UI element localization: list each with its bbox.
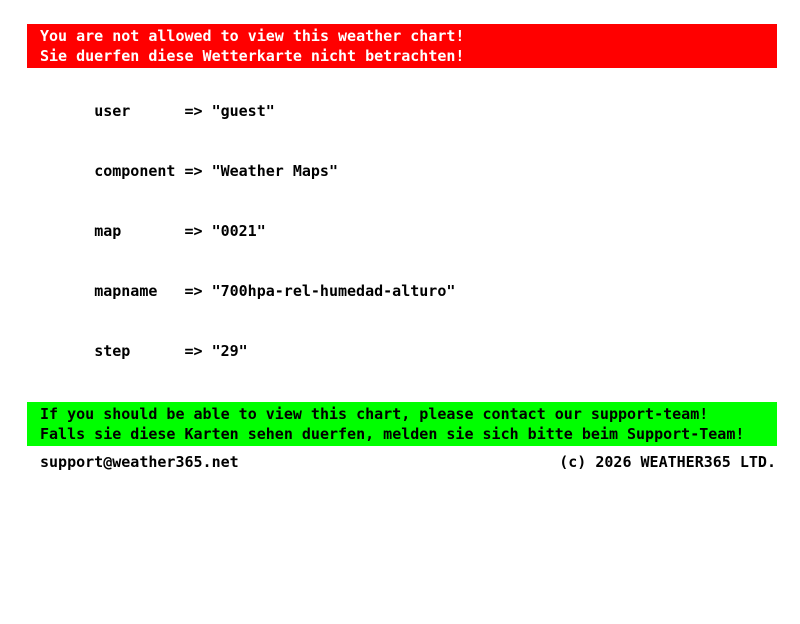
param-key: mapname: [94, 282, 158, 300]
param-arrow: =>: [184, 162, 203, 180]
access-denied-message-de: Sie duerfen diese Wetterkarte nicht betrachten!: [40, 47, 465, 65]
error-page: [0, 24, 800, 472]
param-key: step: [94, 342, 131, 360]
support-banner: [27, 402, 777, 446]
footer: [40, 452, 776, 472]
request-param-row-component: [40, 141, 800, 201]
param-value: "Weather Maps": [211, 162, 338, 180]
param-value: "guest": [211, 102, 275, 120]
support-message-de: Falls sie diese Karten sehen duerfen, melden sie sich bitte beim Support-Team!: [40, 425, 745, 443]
request-param-row-mapname: [40, 261, 800, 321]
param-arrow: =>: [184, 342, 203, 360]
access-denied-banner: [27, 24, 777, 68]
access-denied-message-en: You are not allowed to view this weather chart!: [40, 27, 465, 45]
support-message-en: If you should be able to view this chart, please contact our support-team!: [40, 405, 709, 423]
param-arrow: =>: [184, 222, 203, 240]
param-value: "0021": [211, 222, 266, 240]
request-parameters: [40, 81, 800, 381]
param-value: "29": [211, 342, 248, 360]
param-arrow: =>: [184, 102, 203, 120]
request-param-row-map: [40, 201, 800, 261]
param-key: component: [94, 162, 176, 180]
support-email: support@weather365.net: [40, 453, 239, 471]
copyright-notice: (c) 2026 WEATHER365 LTD.: [559, 453, 776, 471]
request-param-row-step: [40, 321, 800, 381]
request-param-row-user: [40, 81, 800, 141]
param-key: user: [94, 102, 131, 120]
param-key: map: [94, 222, 122, 240]
param-value: "700hpa-rel-humedad-alturo": [211, 282, 456, 300]
param-arrow: =>: [184, 282, 203, 300]
